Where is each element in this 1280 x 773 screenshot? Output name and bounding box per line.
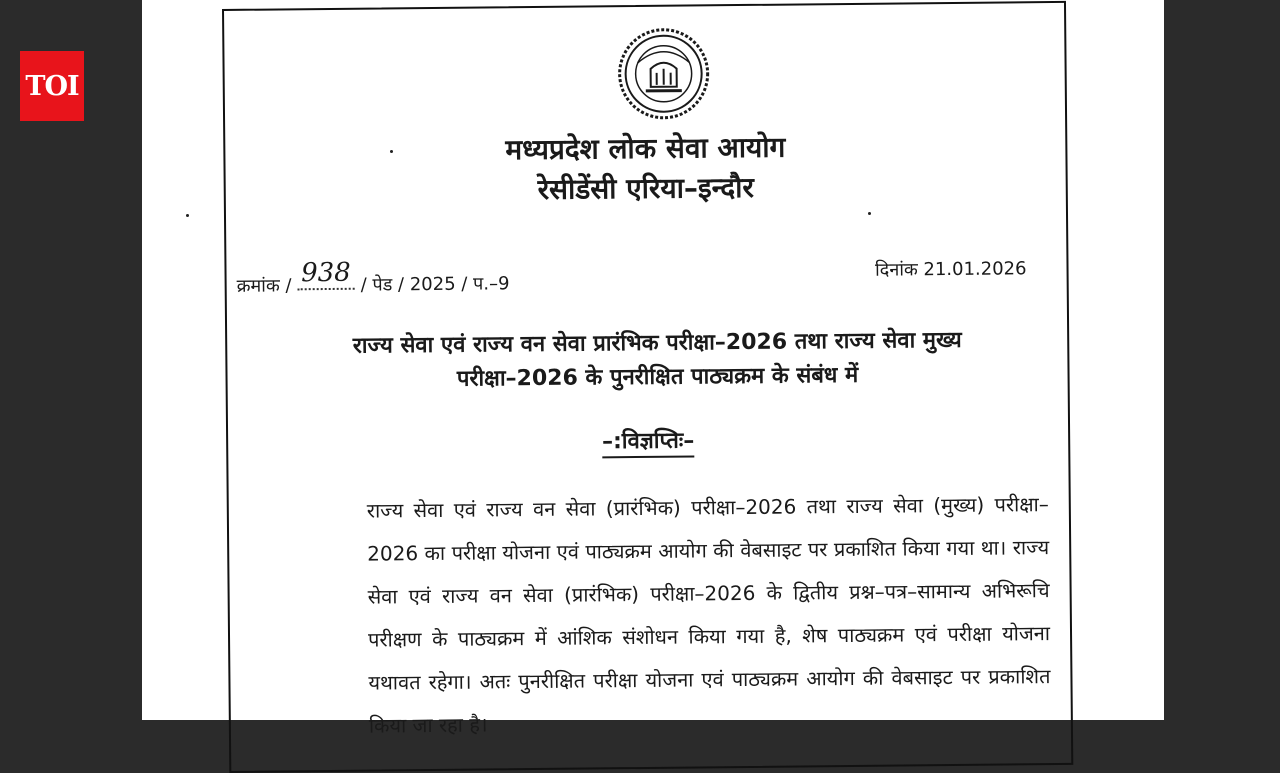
notice-heading — [228, 421, 1068, 459]
org-name: मध्यप्रदेश लोक सेवा आयोग — [505, 130, 786, 167]
reference-number — [236, 257, 510, 301]
letter-border — [222, 1, 1073, 773]
reference-suffix: / पेड / 2025 / प.–9 — [360, 273, 510, 296]
notice-heading-text: –:विज्ञप्तिः– — [602, 428, 695, 458]
subject-line-2: परीक्षा–2026 के पुनरीक्षित पाठ्यक्रम के संबंध में — [456, 362, 859, 392]
body-paragraph: राज्य सेवा एवं राज्य वन सेवा (प्रारंभिक) परीक्षा–2026 तथा राज्य सेवा (मुख्य) परीक्षा–2026 का परीक्षा योजना एवं पाठ्यक्रम आयोग की वेबसाइट पर प्रकाशित किया गया था। राज्य सेवा एवं राज्य वन सेवा (प्रारंभिक) परीक्षा–2026 के द्वितीय प्रश्न–पत्र–सामान्य अभिरूचि परीक्षण के पाठ्यक्रम में आंशिक संशोधन किया गया है, शेष पाठ्यक्रम एवं परीक्षा योजना यथावत रहेगा। अतः पुनरीक्षित परीक्षा योजना एवं पाठ्यक्रम आयोग की वेबसाइट पर प्रकाशित किया जा रहा है। — [366, 492, 1051, 738]
letter-date: दिनांक 21.01.2026 — [874, 258, 1027, 281]
mppsc-emblem-icon — [612, 26, 715, 121]
scan-speck — [186, 214, 189, 217]
toi-logo[interactable]: TOI — [20, 51, 84, 121]
org-address: रेसीडेंसी एरिया–इन्दौर — [537, 170, 754, 206]
notice-body — [285, 483, 1051, 748]
document-page — [142, 0, 1164, 738]
subject-heading — [267, 323, 1048, 398]
reference-handwritten-number: 938 — [297, 258, 355, 291]
reference-prefix: क्रमांक / — [236, 275, 292, 297]
subject-line-1: राज्य सेवा एवं राज्य वन सेवा प्रारंभिक परीक्षा–2026 तथा राज्य सेवा मुख्य — [352, 327, 962, 359]
